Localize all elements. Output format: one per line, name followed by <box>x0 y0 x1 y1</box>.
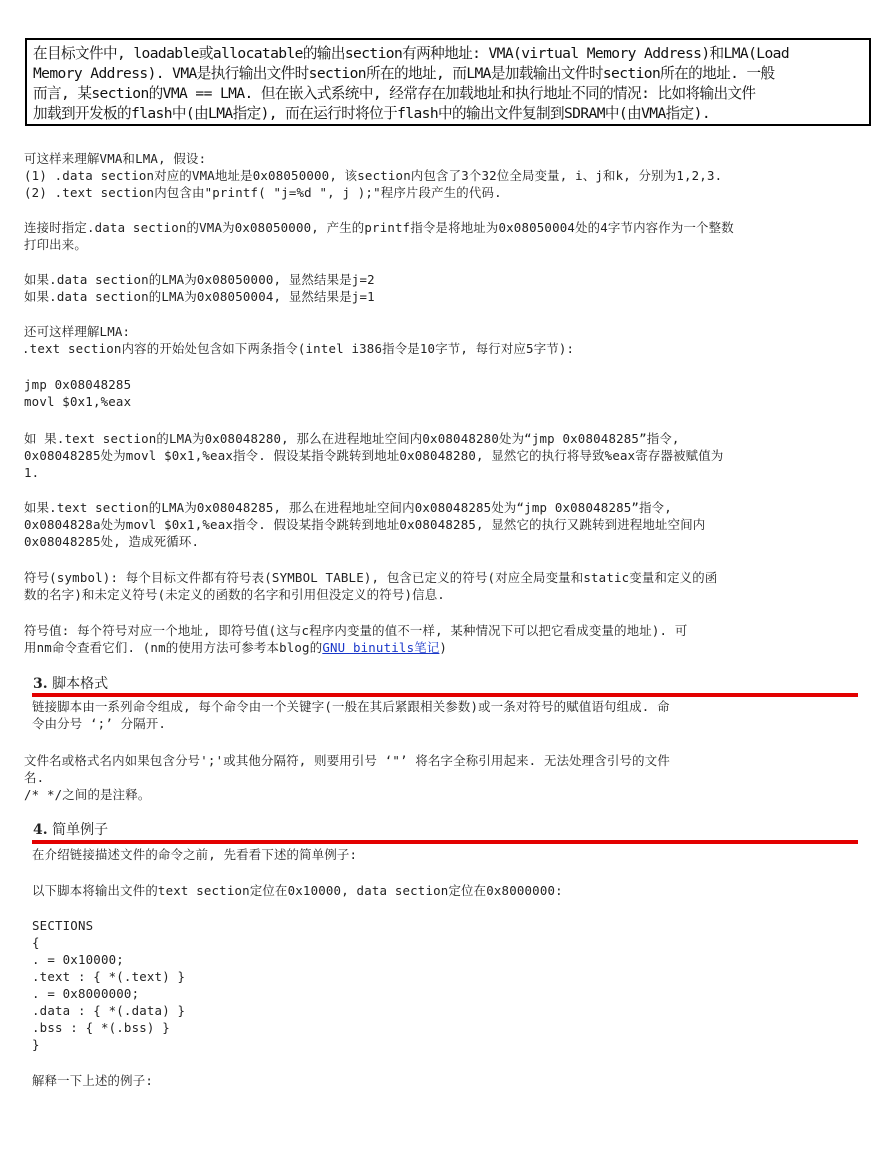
code-line: .bss : { *(.bss) } <box>32 1020 170 1035</box>
paragraph-line: 0x0804828a处为movl $0x1,%eax指令. 假设某指令跳转到地址0x08048285, 显然它的执行又跳转到进程地址空间内 <box>24 517 706 532</box>
section-rule <box>32 840 858 844</box>
paragraph-line: 如果.data section的LMA为0x08050004, 显然结果是j=1 <box>24 289 375 304</box>
paragraph-line: 链接脚本由一系列命令组成, 每个命令由一个关键字(一般在其后紧跟相关参数)或一条对符号的赋值语句组成. 命 <box>32 699 670 714</box>
code-line: SECTIONS <box>32 918 94 933</box>
code-line: .text : { *(.text) } <box>32 969 186 984</box>
section-3-heading <box>33 675 108 693</box>
paragraph-line: 符号值: 每个符号对应一个地址, 即符号值(这与c程序内变量的值不一样, 某种情况下可以把它看成变量的地址). 可 <box>24 623 688 638</box>
section-title: 简单例子 <box>52 822 109 838</box>
code-line: movl $0x1,%eax <box>24 394 132 409</box>
paragraph-line: 在介绍链接描述文件的命令之前, 先看看下述的简单例子: <box>32 847 358 862</box>
paragraph-line: /* */之间的是注释。 <box>24 787 151 802</box>
section-rule <box>32 693 858 697</box>
code-line: . = 0x8000000; <box>32 986 140 1001</box>
paragraph-line: 如果.data section的LMA为0x08050000, 显然结果是j=2 <box>24 272 375 287</box>
box-line: 而言, 某section的VMA == LMA. 但在嵌入式系统中, 经常存在加载地址和执行地址不同的情况: 比如将输出文件 <box>33 85 756 102</box>
code-line: jmp 0x08048285 <box>24 377 132 392</box>
vma-lma-definition-box <box>25 38 871 126</box>
paragraph-line: 解释一下上述的例子: <box>32 1073 153 1088</box>
paragraph-line: (2) .text section内包含由"printf( "j=%d ", j );"程序片段产生的代码. <box>24 185 502 200</box>
paragraph-line <box>24 639 447 656</box>
paragraph-line: 文件名或格式名内如果包含分号';'或其他分隔符, 则要用引号 ‘"’ 将名字全称引用起来. 无法处理含引号的文件 <box>24 753 670 768</box>
paragraph-line: 如果.text section的LMA为0x08048285, 那么在进程地址空间内0x08048285处为“jmp 0x08048285”指令, <box>24 500 672 515</box>
box-line: 加载到开发板的flash中(由LMA指定), 而在运行时将位于flash中的输出文件复制到SDRAM中(由VMA指定). <box>33 105 711 122</box>
text-run: 用nm命令查看它们. (nm的使用方法可参考本blog的 <box>24 640 323 655</box>
box-line: 在目标文件中, loadable或allocatable的输出section有两种地址: VMA(virtual Memory Address)和LMA(Load <box>33 45 790 62</box>
paragraph-line: 名. <box>24 770 45 785</box>
gnu-binutils-notes-link[interactable]: GNU binutils笔记 <box>322 640 440 655</box>
code-line: } <box>32 1037 40 1052</box>
paragraph-line: .text section内容的开始处包含如下两条指令(intel i386指令是10字节, 每行对应5字节): <box>22 341 575 356</box>
paragraph-line: 数的名字)和未定义符号(未定义的函数的名字和引用但没定义的符号)信息. <box>24 587 445 602</box>
section-4-heading <box>33 821 108 839</box>
paragraph-line: 符号(symbol): 每个目标文件都有符号表(SYMBOL TABLE), 包含已定义的符号(对应全局变量和static变量和定义的函 <box>24 570 718 585</box>
code-line: .data : { *(.data) } <box>32 1003 186 1018</box>
paragraph-line: 如 果.text section的LMA为0x08048280, 那么在进程地址空间内0x08048280处为“jmp 0x08048285”指令, <box>24 431 680 446</box>
text-run: ) <box>439 640 448 655</box>
paragraph-line: 可这样来理解VMA和LMA, 假设: <box>24 151 207 166</box>
paragraph-line: 以下脚本将输出文件的text section定位在0x10000, data section定位在0x8000000: <box>32 883 563 898</box>
paragraph-line: (1) .data section对应的VMA地址是0x08050000, 该section内包含了3个32位全局变量, i、j和k, 分别为1,2,3. <box>24 168 723 183</box>
paragraph-line: 0x08048285处为movl $0x1,%eax指令. 假设某指令跳转到地址0x08048280, 显然它的执行将导致%eax寄存器被赋值为 <box>24 448 724 463</box>
section-number: 3. <box>33 676 48 692</box>
paragraph-line: 1. <box>24 465 40 480</box>
paragraph-line: 0x08048285处, 造成死循环. <box>24 534 200 549</box>
paragraph-line: 连接时指定.data section的VMA为0x08050000, 产生的printf指令是将地址为0x08050004处的4字节内容作为一个整数 <box>24 220 734 235</box>
paragraph-line: 打印出来。 <box>24 237 87 252</box>
box-line: Memory Address). VMA是执行输出文件时section所在的地址, 而LMA是加载输出文件时section所在的地址. 一般 <box>33 65 775 82</box>
section-number: 4. <box>33 822 48 838</box>
section-title: 脚本格式 <box>52 676 109 692</box>
paragraph-line: 还可这样理解LMA: <box>24 324 131 339</box>
paragraph-line: 令由分号 ‘;’ 分隔开. <box>32 716 167 731</box>
code-line: { <box>32 935 40 950</box>
code-line: . = 0x10000; <box>32 952 124 967</box>
